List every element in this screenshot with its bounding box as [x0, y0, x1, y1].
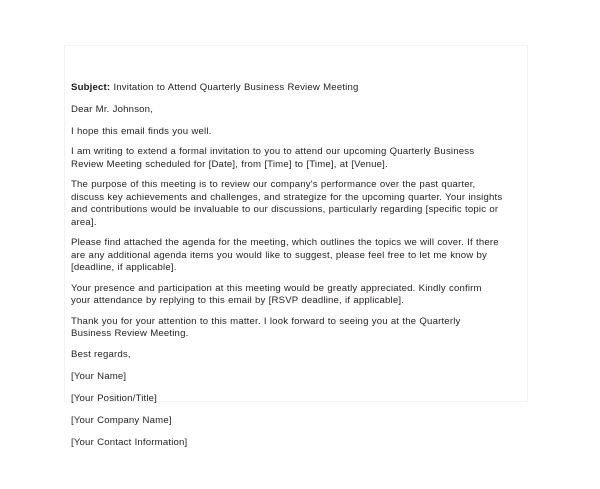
signature-name: [Your Name]	[71, 370, 127, 382]
closing-line: Best regards,	[71, 348, 131, 360]
signature-company: [Your Company Name]	[71, 414, 172, 426]
body-paragraph-3: Please find attached the agenda for the meeting, which outlines the topics we will cover. If there are any additional agenda items you would like to suggest, please feel free to let me know by [deadline, if applicable].	[71, 237, 499, 274]
body-paragraph-1: I am writing to extend a formal invitation to you to attend our upcoming Quarterly Business Review Meeting scheduled for [Date], from [Time] to [Time], at [Venue].	[71, 146, 475, 170]
body-paragraph-5: Thank you for your attention to this matter. I look forward to seeing you at the Quarterly Business Review Meeting.	[71, 315, 461, 340]
subject-label: Subject:	[71, 82, 111, 93]
body-paragraph-2: The purpose of this meeting is to review our company's performance over the past quarter, discuss key achievements and challenges, and strategize for the upcoming quarter. Your insights and contributions would be invaluable to our discussions, particularly regarding [specific topic or area].	[71, 179, 503, 228]
document-sheet	[64, 45, 528, 448]
letter-body	[71, 82, 521, 449]
signature-contact: [Your Contact Information]	[71, 436, 188, 448]
signature-position: [Your Position/Title]	[71, 392, 158, 404]
salutation: Dear Mr. Johnson,	[71, 103, 154, 115]
subject-line	[71, 82, 521, 94]
opening-line: I hope this email finds you well.	[71, 125, 212, 137]
subject-value: Invitation to Attend Quarterly Business Review Meeting	[110, 82, 359, 93]
body-paragraph-4: Your presence and participation at this meeting would be greatly appreciated. Kindly confirm your attendance by replying to this email by [RSVP deadline, if applicable].	[71, 282, 482, 307]
